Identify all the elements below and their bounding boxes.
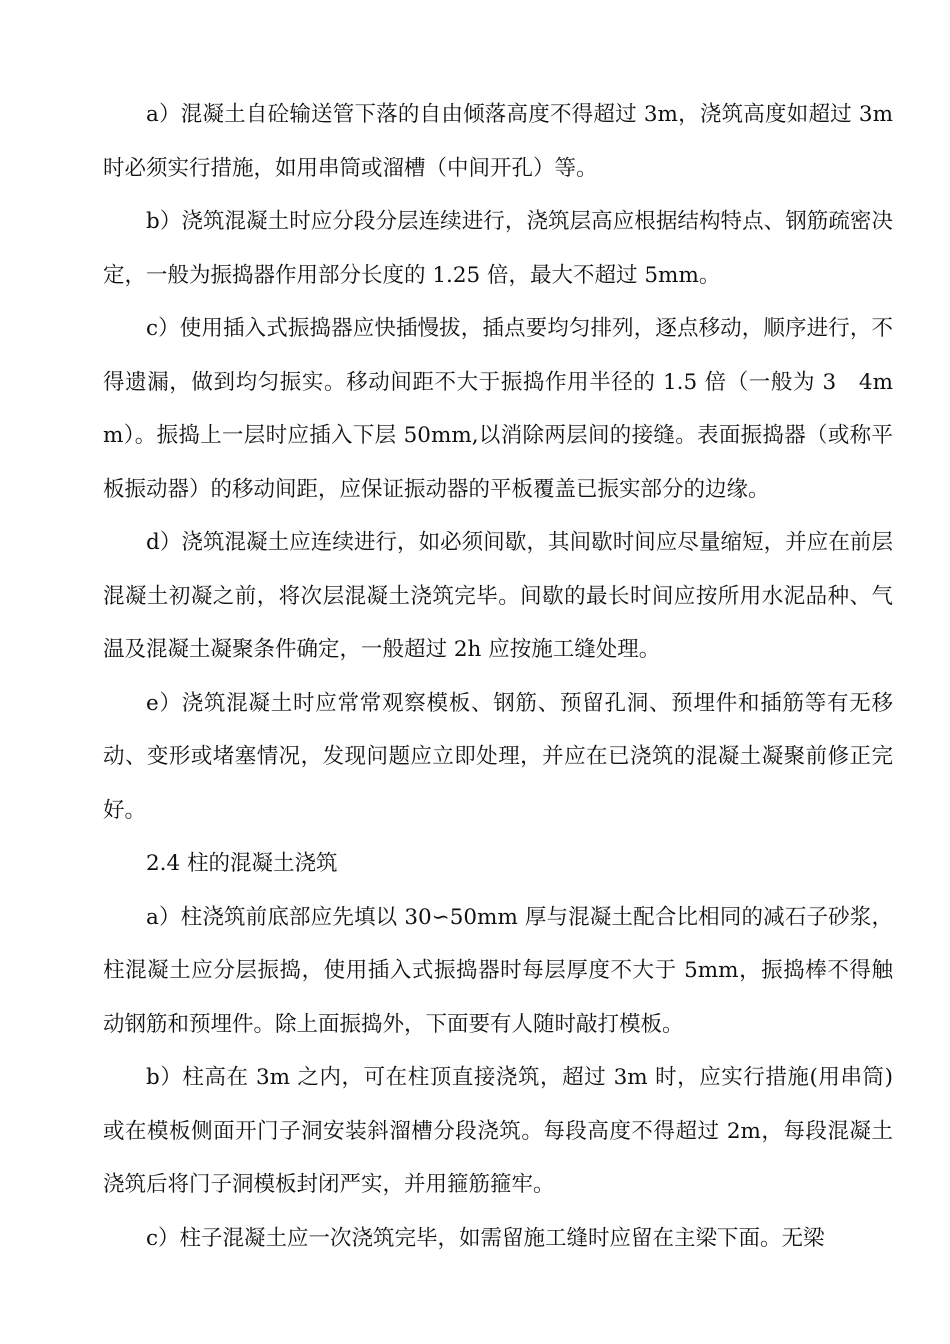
paragraph-b: b）浇筑混凝土时应分段分层连续进行，浇筑层高应根据结构特点、钢筋疏密决定，一般为振捣器作用部分长度的 1.25 倍，最大不超过 5mm。 [103,209,893,288]
paragraph-d: d）浇筑混凝土应连续进行，如必须间歇，其间歇时间应尽量缩短，并应在前层混凝土初凝之前，将次层混凝土浇筑完毕。间歇的最长时间应按所用水泥品种、气温及混凝土凝聚条件确定，一般超过 2h 应按施工缝处理。 [103,530,893,662]
paragraph-a: a）混凝土自砼输送管下落的自由倾落高度不得超过 3m，浇筑高度如超过 3m 时必须实行措施，如用串筒或溜槽（中间开孔）等。 [103,102,893,181]
column-paragraph-c: c）柱子混凝土应一次浇筑完毕，如需留施工缝时应留在主梁下面。无梁 [146,1225,825,1251]
column-paragraph-a: a）柱浇筑前底部应先填以 30∽50mm 厚与混凝土配合比相同的减石子砂浆，柱混凝土应分层振捣，使用插入式振捣器时每层厚度不大于 5mm，振捣棒不得触动钢筋和预埋件。除上面振捣外，下面要有人随时敲打模板。 [103,904,893,1037]
paragraph-c: c）使用插入式振捣器应快插慢拔，插点要均匀排列，逐点移动，顺序进行，不得遗漏，做到均匀振实。移动间距不大于振捣作用半径的 1.5 倍（一般为 3 4mm）。振捣上一层时应插入下层 50mm,以消除两层间的接缝。表面振捣器（或称平板振动器）的移动间距，应保证振动器的平板覆盖已振实部分的边缘。 [103,316,893,502]
column-paragraph-b: b）柱高在 3m 之内，可在柱顶直接浇筑，超过 3m 时，应实行措施(用串筒)或在模板侧面开门子洞安装斜溜槽分段浇筑。每段高度不得超过 2m，每段混凝土浇筑后将门子洞模板封闭严实，并用箍筋箍牢。 [103,1065,893,1197]
paragraph-e: e）浇筑混凝土时应常常观察模板、钢筋、预留孔洞、预埋件和插筋等有无移动、变形或堵塞情况，发现问题应立即处理，并应在已浇筑的混凝土凝聚前修正完好。 [103,690,893,823]
section-heading: 2.4 柱的混凝土浇筑 [146,851,338,876]
document-body [103,88,893,1265]
